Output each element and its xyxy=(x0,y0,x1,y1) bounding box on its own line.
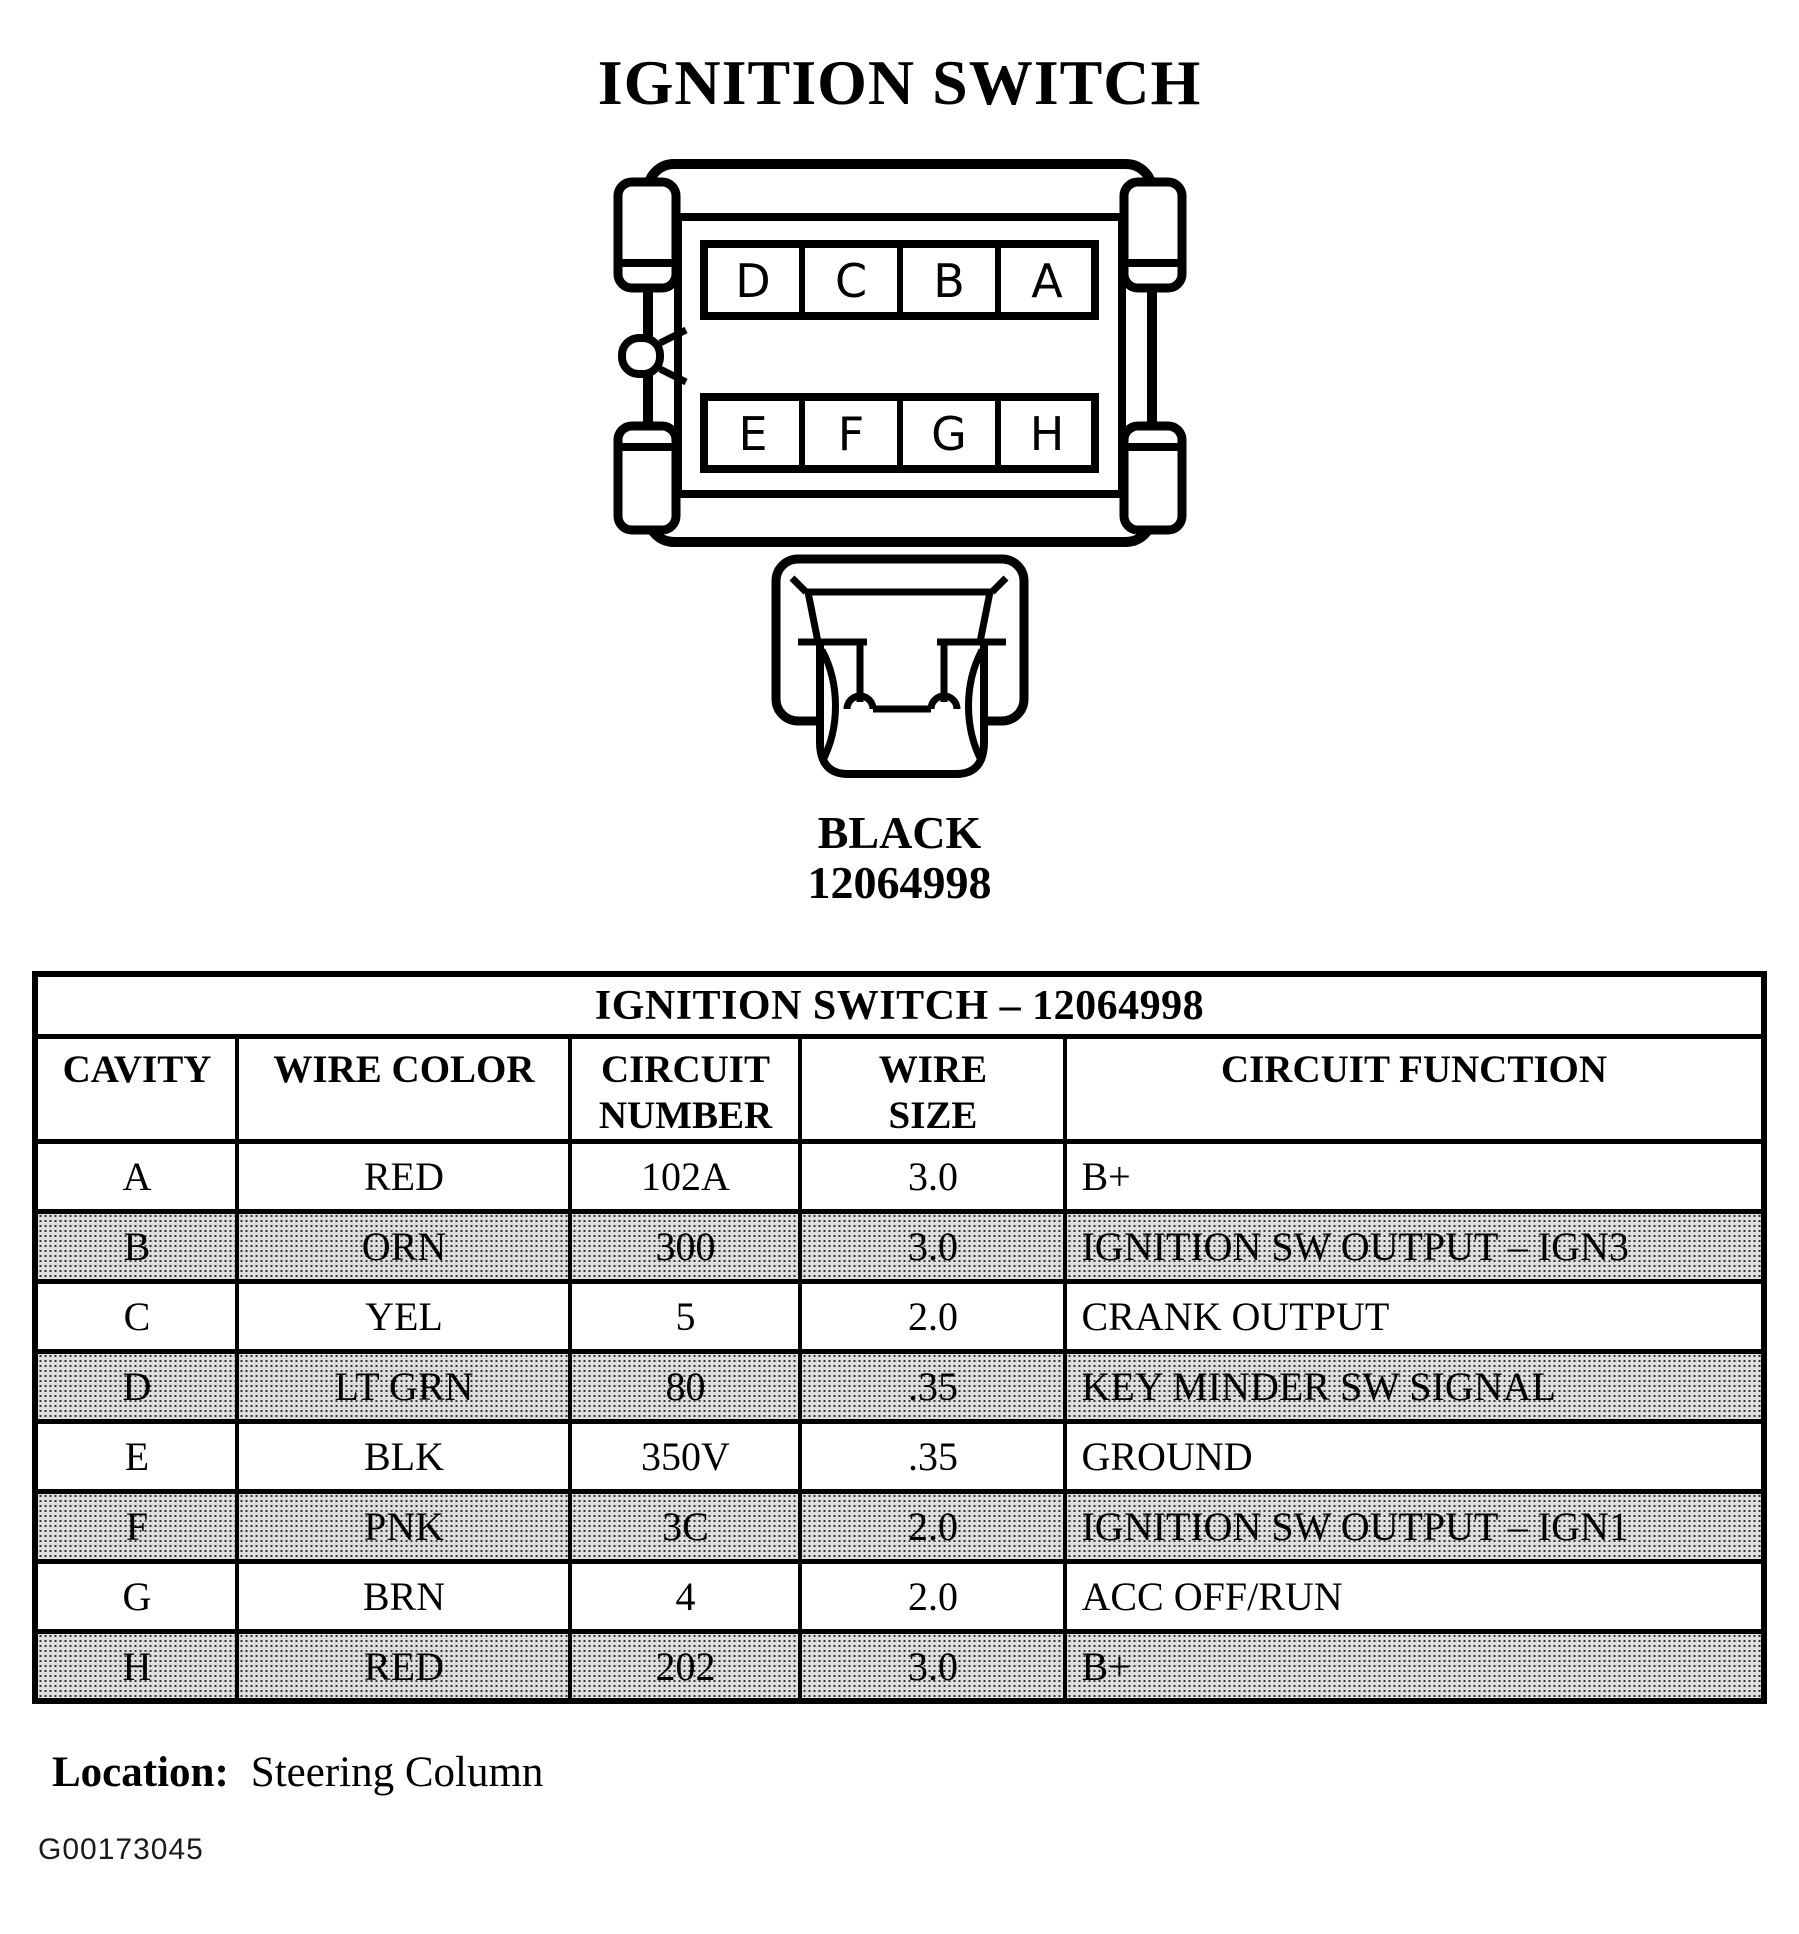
cell-circuit-number: 202 xyxy=(570,1631,800,1701)
cell-wire-size: .35 xyxy=(800,1351,1065,1421)
cell-wire-color: RED xyxy=(237,1631,570,1701)
cell-circuit-function: B+ xyxy=(1065,1631,1763,1701)
cavity-label-b: B xyxy=(932,254,965,308)
cell-cavity: G xyxy=(35,1561,237,1631)
cell-wire-color: YEL xyxy=(237,1281,570,1351)
cavity-label-c: C xyxy=(834,254,867,308)
page-title: IGNITION SWITCH xyxy=(597,47,1202,118)
cell-wire-size: 3.0 xyxy=(800,1211,1065,1281)
cell-cavity: F xyxy=(35,1491,237,1561)
cavity-label-h: H xyxy=(1029,407,1064,461)
column-header-wire-color: WIRE COLOR xyxy=(237,1036,570,1141)
pinout-table xyxy=(32,971,1766,1704)
column-header-wire-size: WIRE SIZE xyxy=(800,1036,1065,1141)
cell-circuit-function: B+ xyxy=(1065,1141,1763,1211)
cell-wire-size: 2.0 xyxy=(800,1491,1065,1561)
connector-color: BLACK xyxy=(817,807,982,858)
cell-wire-color: ORN xyxy=(237,1211,570,1281)
cavity-row-top xyxy=(704,244,1095,316)
cell-circuit-function: CRANK OUTPUT xyxy=(1065,1281,1763,1351)
cell-circuit-number: 80 xyxy=(570,1351,800,1421)
ear-top-left xyxy=(618,182,676,288)
table-title: IGNITION SWITCH – 12064998 xyxy=(35,974,1763,1036)
cell-circuit-number: 102A xyxy=(570,1141,800,1211)
table-row xyxy=(35,1631,1763,1701)
cell-cavity: D xyxy=(35,1351,237,1421)
cavity-label-f: F xyxy=(837,407,864,461)
connector-part-number: 12064998 xyxy=(807,856,992,908)
table-row xyxy=(35,1491,1763,1561)
ear-bottom-left xyxy=(618,426,676,530)
cell-cavity: B xyxy=(35,1211,237,1281)
cavity-label-d: D xyxy=(734,254,771,308)
latch-clip xyxy=(820,642,984,774)
cell-circuit-function: KEY MINDER SW SIGNAL xyxy=(1065,1351,1763,1421)
cavity-label-a: A xyxy=(1030,254,1063,308)
cavity-label-e: E xyxy=(737,407,768,461)
table-row xyxy=(35,1421,1763,1491)
cell-wire-size: 2.0 xyxy=(800,1561,1065,1631)
cell-wire-color: BRN xyxy=(237,1561,570,1631)
cavity-label-g: G xyxy=(930,407,967,461)
cell-circuit-number: 4 xyxy=(570,1561,800,1631)
connector-color-and-part xyxy=(0,808,1799,907)
cell-wire-color: PNK xyxy=(237,1491,570,1561)
cell-cavity: H xyxy=(35,1631,237,1701)
ear-top-right xyxy=(1124,182,1182,288)
cell-circuit-number: 300 xyxy=(570,1211,800,1281)
column-header-cavity: CAVITY xyxy=(35,1036,237,1141)
cell-wire-color: RED xyxy=(237,1141,570,1211)
cell-cavity: A xyxy=(35,1141,237,1211)
cell-wire-color: BLK xyxy=(237,1421,570,1491)
cell-wire-size: 3.0 xyxy=(800,1631,1065,1701)
cell-cavity: C xyxy=(35,1281,237,1351)
cell-circuit-number: 5 xyxy=(570,1281,800,1351)
cell-wire-color: LT GRN xyxy=(237,1351,570,1421)
connector-diagram xyxy=(550,142,1250,802)
cell-circuit-number: 3C xyxy=(570,1491,800,1561)
ear-bottom-right xyxy=(1124,426,1182,530)
cell-wire-size: 2.0 xyxy=(800,1281,1065,1351)
table-row xyxy=(35,1561,1763,1631)
location-line xyxy=(0,1748,1799,1797)
cell-circuit-function: GROUND xyxy=(1065,1421,1763,1491)
table-row xyxy=(35,1281,1763,1351)
location-label: Location: xyxy=(52,1749,229,1797)
table-title-row xyxy=(35,974,1763,1036)
cavity-row-bottom xyxy=(704,397,1095,469)
table-row xyxy=(35,1351,1763,1421)
column-header-circuit-number: CIRCUIT NUMBER xyxy=(570,1036,800,1141)
table-header-row xyxy=(35,1036,1763,1141)
cell-circuit-function: IGNITION SW OUTPUT – IGN1 xyxy=(1065,1491,1763,1561)
cell-cavity: E xyxy=(35,1421,237,1491)
figure-id: G00173045 xyxy=(38,1833,204,1867)
location-value: Steering Column xyxy=(250,1749,544,1797)
cell-circuit-number: 350V xyxy=(570,1421,800,1491)
table-row xyxy=(35,1141,1763,1211)
cell-circuit-function: IGNITION SW OUTPUT – IGN3 xyxy=(1065,1211,1763,1281)
cell-circuit-function: ACC OFF/RUN xyxy=(1065,1561,1763,1631)
connector-drawing xyxy=(550,142,1250,802)
cell-wire-size: .35 xyxy=(800,1421,1065,1491)
cell-wire-size: 3.0 xyxy=(800,1141,1065,1211)
table-row xyxy=(35,1211,1763,1281)
column-header-circuit-function: CIRCUIT FUNCTION xyxy=(1065,1036,1763,1141)
